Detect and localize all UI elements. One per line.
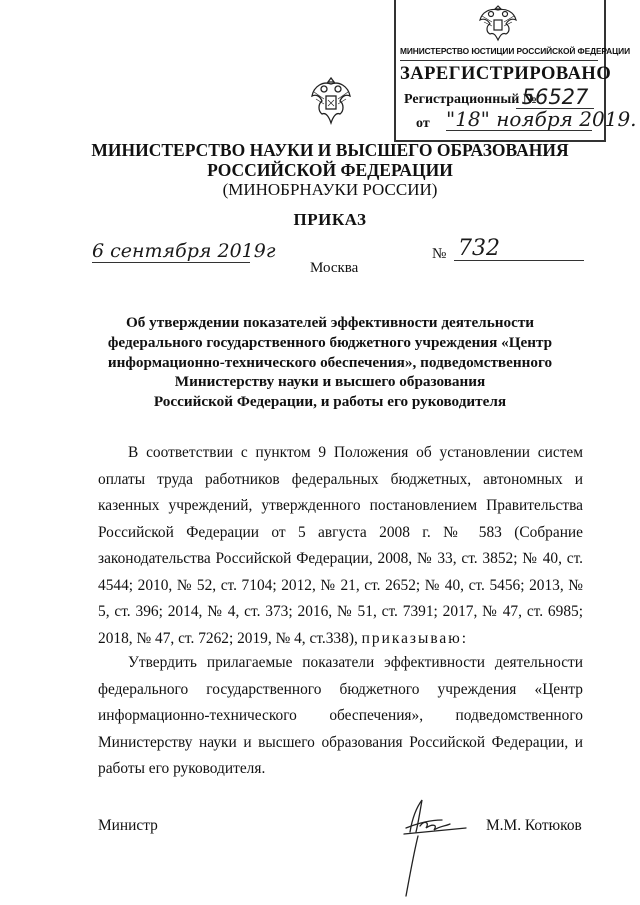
stamp-ministry-name: МИНИСТЕРСТВО ЮСТИЦИИ РОССИЙСКОЙ ФЕДЕРАЦИИ (400, 46, 630, 56)
signatory-title: Министр (98, 817, 158, 834)
order-number: 732 (454, 238, 584, 261)
subject-line: федерального государственного бюджетного учреждения «Центр (107, 333, 553, 351)
subject-line: Российской Федерации, и работы его руководителя (153, 393, 507, 411)
ministry-name-line1: МИНИСТЕРСТВО НАУКИ И ВЫСШЕГО ОБРАЗОВАНИЯ (91, 140, 569, 160)
stamp-date: "18" ноября 2019. (446, 107, 637, 131)
order-title: ПРИКАЗ (293, 210, 367, 229)
body-paragraph-basis (98, 440, 583, 652)
body-paragraph-decision: Утвердить прилагаемые показатели эффективности деятельности федерального государственного бюджетного учреждения «Центр информационно-технического обеспечения», подведомственного Министерству науки и высшего образования Российской Федерации, и работы его руководителя. (98, 654, 583, 777)
coat-of-arms-icon (474, 2, 522, 42)
ministry-name-line2: РОССИЙСКОЙ ФЕДЕРАЦИИ (207, 160, 453, 180)
stamp-registration-number-label: Регистрационный № (404, 92, 537, 107)
coat-of-arms-icon (309, 76, 353, 126)
order-number-label: № (432, 246, 447, 262)
subject-line: Министерству науки и высшего образования (174, 373, 486, 391)
order-date: 6 сентября 2019г (92, 240, 276, 262)
stamp-registration-number: 56527 (516, 86, 594, 109)
subject-line: Об утверждении показателей эффективности деятельности (125, 314, 535, 331)
stamp-divider (400, 60, 598, 61)
subject-line: информационно-технического обеспечения», подведомственного (107, 353, 553, 371)
order-subject (80, 313, 580, 412)
order-city: Москва (310, 260, 359, 276)
handwritten-signature (396, 790, 476, 900)
basis-text: В соответствии с пунктом 9 Положения об установлении систем оплаты труда работников федеральных бюджетных, автономных и казенных учреждений, утвержденного постановлением Правительства Российской Федерации от 5 августа 2008 г. № 583 (Собрание законодательства Российской Федерации, 2008, № 33, ст. 3852; № 40, ст. 4544; 2010, № 52, ст. 7104; 2012, № 21, ст. 2652; № 40, ст. 5456; 2013, № 5, ст. 396; 2014, № 4, ст. 373; 2016, № 51, ст. 7391; 2017, № 47, ст. 6985; 2018, № 47, ст. 7262; 2019, № 4, ст.338), (98, 444, 583, 647)
registration-stamp (394, 0, 637, 142)
stamp-from-label: от (416, 116, 430, 131)
stamp-registered-label: ЗАРЕГИСТРИРОВАНО (400, 64, 612, 84)
ministry-short-name: (МИНОБРНАУКИ РОССИИ) (222, 180, 438, 199)
signatory-name: М.М. Котюков (486, 817, 582, 834)
order-verb: приказываю: (361, 629, 469, 647)
